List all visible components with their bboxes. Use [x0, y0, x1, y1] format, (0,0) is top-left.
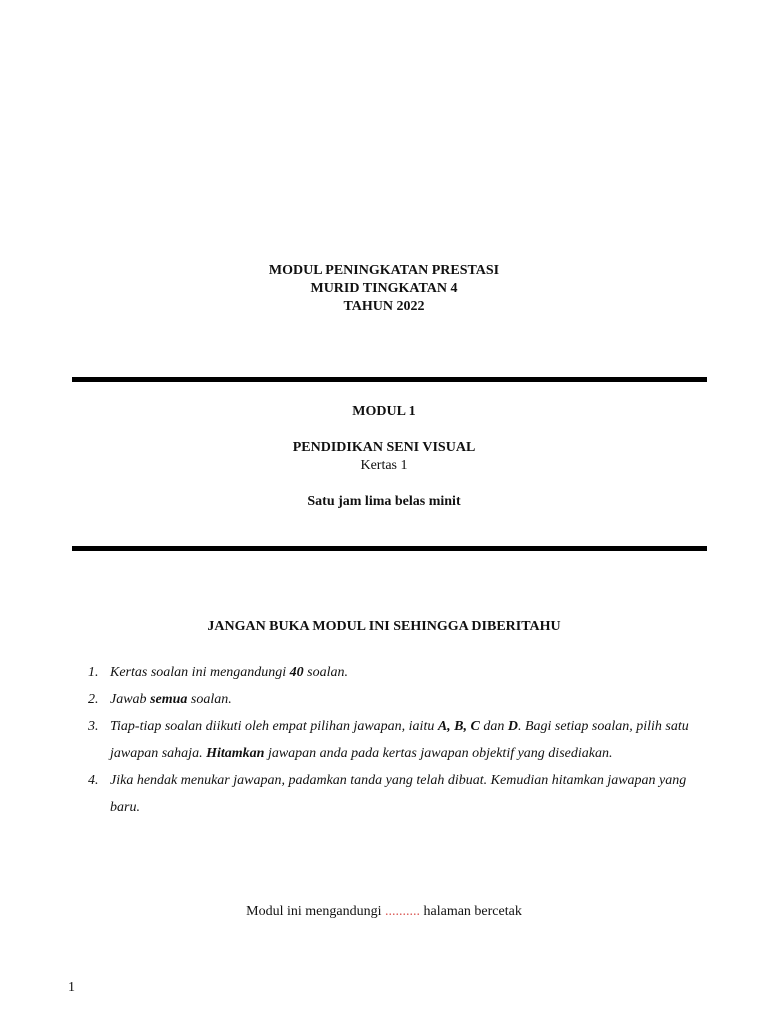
- instruction-item: [88, 767, 718, 821]
- instruction-item: [88, 686, 718, 713]
- page-count-prefix: Modul ini mengandungi: [246, 904, 385, 919]
- paper-label: Kertas 1: [360, 458, 408, 473]
- header-title-line2: MURID TINGKATAN 4: [310, 281, 458, 296]
- instruction-text: soalan.: [187, 692, 232, 707]
- page-count-blank: ..........: [385, 904, 420, 919]
- header-title-line3: TAHUN 2022: [343, 299, 425, 314]
- page-count-note: [0, 904, 768, 920]
- instruction-emphasis: A, B, C: [437, 719, 480, 734]
- instruction-item: [88, 713, 718, 767]
- instruction-item: [88, 659, 718, 686]
- page-number: 1: [68, 980, 75, 995]
- instruction-number: 1.: [88, 665, 99, 680]
- instruction-number: 4.: [88, 773, 99, 788]
- instruction-emphasis: semua: [150, 692, 188, 707]
- subject-title: PENDIDIKAN SENI VISUAL: [292, 440, 476, 455]
- instructions-list: [88, 659, 718, 821]
- warning-heading: JANGAN BUKA MODUL INI SEHINGGA DIBERITAHU: [207, 619, 561, 634]
- instruction-text: Tiap-tiap soalan diikuti oleh empat pilihan jawapan, iaitu: [110, 719, 438, 734]
- top-divider: [72, 377, 707, 382]
- module-title: MODUL 1: [352, 404, 416, 419]
- page-count-suffix: halaman bercetak: [420, 904, 522, 919]
- instruction-number: 3.: [88, 719, 99, 734]
- instruction-text: Kertas soalan ini mengandungi: [110, 665, 290, 680]
- header-title-line1: MODUL PENINGKATAN PRESTASI: [268, 263, 500, 278]
- instruction-emphasis: Hitamkan: [206, 746, 265, 761]
- instruction-text: dan: [479, 719, 508, 734]
- instruction-emphasis: D: [507, 719, 518, 734]
- instruction-emphasis: 40: [289, 665, 304, 680]
- instruction-text: Jika hendak menukar jawapan, padamkan tanda yang telah dibuat. Kemudian hitamkan jawapan yang baru.: [110, 773, 687, 815]
- instruction-number: 2.: [88, 692, 99, 707]
- instruction-text: . Bagi setiap soalan, pilih satu jawapan sahaja.: [110, 719, 689, 761]
- instruction-text: jawapan anda pada kertas jawapan objektif yang disediakan.: [264, 746, 613, 761]
- instruction-text: Jawab: [110, 692, 151, 707]
- instruction-text: soalan.: [303, 665, 349, 680]
- duration-text: Satu jam lima belas minit: [307, 494, 461, 509]
- bottom-divider: [72, 546, 707, 551]
